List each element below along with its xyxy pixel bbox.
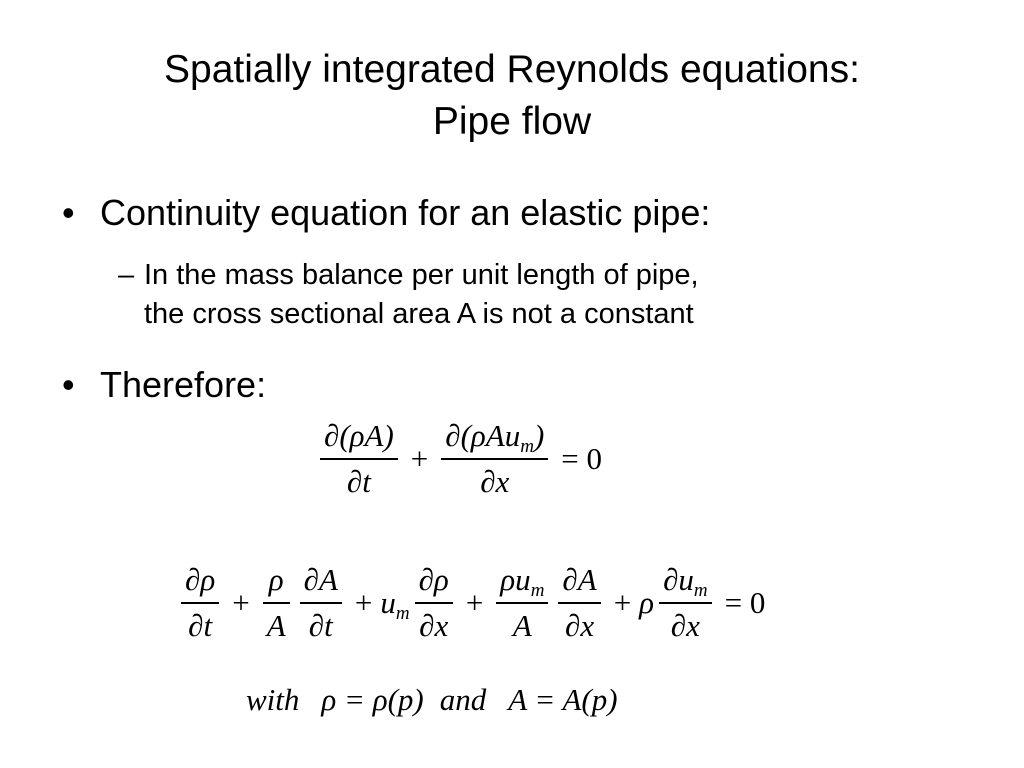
fraction-bar	[441, 458, 548, 460]
fraction-rho-A	[263, 562, 290, 644]
fraction-numerator: ∂ρ	[418, 562, 449, 597]
plus-sign: +	[354, 585, 373, 620]
fraction-denominator: ∂x	[419, 608, 449, 643]
fraction-bar	[263, 602, 290, 604]
slide-title-line-2: Pipe flow	[432, 100, 592, 143]
slide-title-line-1: Spatially integrated Reynolds equations:	[164, 48, 860, 91]
plus-sign: +	[465, 585, 484, 620]
subscript-m: m	[693, 580, 708, 601]
fraction-bar	[496, 602, 548, 604]
fraction-d-rhoAum-dx	[441, 418, 548, 500]
term-um-main: u	[380, 585, 396, 620]
fraction-denominator: ∂t	[188, 608, 213, 643]
term-rho: ρ	[639, 585, 655, 620]
fraction-denominator: ∂t	[308, 608, 333, 643]
fraction-numerator	[441, 418, 548, 457]
bullet-therefore-text: Therefore:	[100, 364, 267, 405]
sub-bullet-line-1: In the mass balance per unit length of pipe,	[144, 259, 699, 291]
fraction-bar	[320, 458, 398, 460]
fraction-rhoum-A	[496, 562, 548, 644]
word-and: and	[439, 682, 487, 717]
fraction-denominator: ∂x	[565, 608, 595, 643]
fraction-bar	[300, 602, 342, 604]
bullet-therefore	[62, 362, 266, 408]
fraction-bar	[181, 602, 219, 604]
fraction-numerator	[659, 562, 712, 601]
bullet-marker: •	[62, 192, 75, 233]
plus-sign: +	[613, 585, 632, 620]
fraction-denominator: A	[512, 608, 532, 643]
numerator-main: ρu	[500, 562, 531, 597]
sub-bullet-mass-balance	[118, 256, 699, 334]
fraction-numerator: ∂A	[303, 562, 338, 597]
equation-state-relations	[246, 682, 618, 718]
subscript-m: m	[395, 603, 410, 624]
fraction-denominator: A	[266, 608, 286, 643]
fraction-dA-dx	[558, 562, 600, 644]
fraction-drho-dt	[181, 562, 219, 644]
sub-bullet-line-2: the cross sectional area A is not a constant	[144, 298, 694, 330]
bullet-marker: •	[62, 364, 75, 405]
numerator-close-paren: )	[533, 418, 545, 453]
numerator-main: ∂u	[663, 562, 694, 597]
slide-title	[0, 44, 1024, 148]
fraction-numerator: ∂(ρA)	[324, 418, 394, 453]
fraction-numerator: ∂A	[562, 562, 597, 597]
fraction-dA-dt	[300, 562, 342, 644]
plus-sign: +	[232, 585, 250, 620]
subscript-m: m	[520, 436, 534, 457]
fraction-d-rhoA-dt	[320, 418, 398, 500]
fraction-bar	[659, 602, 712, 604]
fraction-bar	[415, 602, 453, 604]
numerator-main: ∂(ρAu	[445, 418, 521, 453]
sub-bullet-marker: –	[118, 259, 135, 291]
relation-rho: ρ = ρ(p)	[321, 682, 424, 717]
fraction-denominator: ∂x	[670, 608, 700, 643]
fraction-numerator: ∂ρ	[185, 562, 216, 597]
fraction-denominator: ∂x	[480, 464, 510, 499]
bullet-continuity	[62, 190, 710, 236]
plus-sign: +	[410, 441, 429, 476]
fraction-denominator: ∂t	[346, 464, 371, 499]
fraction-dum-dx	[659, 562, 712, 644]
fraction-bar	[558, 602, 600, 604]
equation-expanded	[176, 562, 773, 644]
fraction-numerator	[496, 562, 548, 601]
subscript-m: m	[530, 580, 545, 601]
relation-A: A = A(p)	[508, 682, 618, 717]
equals-zero: = 0	[561, 441, 603, 476]
word-with: with	[246, 682, 300, 717]
fraction-numerator: ρ	[268, 562, 284, 597]
bullet-continuity-text: Continuity equation for an elastic pipe:	[100, 192, 711, 233]
equals-zero: = 0	[724, 585, 766, 620]
fraction-drho-dx	[415, 562, 453, 644]
equation-continuity	[315, 418, 610, 500]
term-um	[380, 585, 410, 624]
